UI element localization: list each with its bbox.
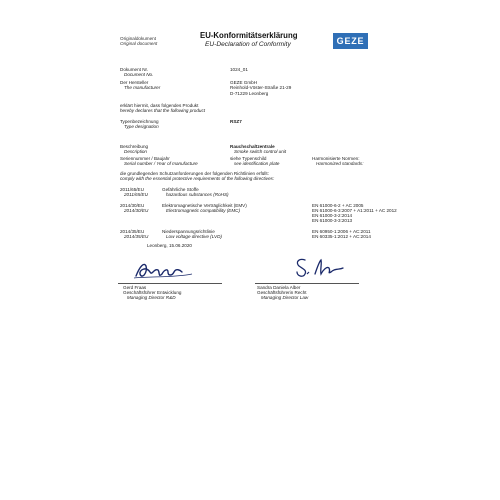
signatory-1-name: Gerd Fraas xyxy=(123,285,147,290)
directive-2-standard-1: EN 61000-6-2 + AC 2005 xyxy=(312,203,364,208)
serial-value-en: see identification plate xyxy=(234,161,280,166)
directive-2-name-en: Electromagnetic compatibility (EMC) xyxy=(166,208,241,213)
directive-1-code-en: 2011/65/EU xyxy=(124,192,148,197)
signatory-2-role-en: Managing Director Law xyxy=(261,295,309,300)
place-date: Leonberg, 15.06.2020 xyxy=(147,243,192,248)
manufacturer-label: Der Hersteller xyxy=(120,80,149,85)
original-document-label: Originaldokument xyxy=(120,36,157,41)
doc-no-label-en: Document No. xyxy=(124,72,154,77)
directive-3-code-en: 2014/35/EU xyxy=(124,234,149,239)
geze-logo-text: GEZE xyxy=(336,36,365,46)
directive-3-standard-1: EN 60950-1:2006 + AC:2011 xyxy=(312,229,371,234)
type-label-en: Type designation xyxy=(124,124,159,129)
original-document-label-en: Original document xyxy=(120,41,158,46)
serial-value: siehe Typenschild xyxy=(230,156,267,161)
directives-intro-en: comply with the essential protective requirements of the following directives: xyxy=(120,176,275,181)
directive-2-standard-3: EN 61000-3-2:2014 xyxy=(312,213,353,218)
standards-header: Harmonisierte Normen: xyxy=(312,156,360,161)
directive-3-code: 2014/35/EU xyxy=(120,229,145,234)
manufacturer-line-3: D-71229 Leonberg xyxy=(230,91,269,96)
signature-2 xyxy=(293,254,353,280)
directive-2-name: Elektromagnetische Verträglichkeit (EMV) xyxy=(162,203,247,208)
description-label-en: Description xyxy=(124,149,147,154)
signatory-2-role: Geschäftsführerin Recht xyxy=(257,290,307,295)
signature-line-1 xyxy=(118,283,222,284)
signature-1 xyxy=(132,256,202,282)
description-label: Beschreibung xyxy=(120,144,149,149)
signature-line-2 xyxy=(255,283,359,284)
geze-logo xyxy=(333,33,368,49)
directive-1-code: 2011/65/EU xyxy=(120,187,144,192)
standards-header-en: Harmonized standards: xyxy=(316,161,364,166)
signatory-1-role-en: Managing Director R&D xyxy=(127,295,176,300)
type-value: RSZ7 xyxy=(230,119,242,124)
document-title: EU-Konformitätserklärung xyxy=(200,31,298,40)
description-value-en: Smoke switch control unit xyxy=(234,149,287,154)
serial-label: Seriennummer / Baujahr xyxy=(120,156,170,161)
manufacturer-label-en: The manufacturer xyxy=(124,85,161,90)
type-label: Typenbezeichnung xyxy=(120,119,159,124)
directive-1-name-en: hazardous substances (RoHS) xyxy=(166,192,229,197)
directives-intro: die grundlegenden Schutzanforderungen der folgenden Richtlinien erfüllt: xyxy=(120,171,269,176)
declares-text: erklärt hiermit, dass folgendes Produkt xyxy=(120,103,199,108)
signatory-1-role: Geschäftsführer Entwicklung xyxy=(123,290,182,295)
description-value: Rauchschaltzentrale xyxy=(230,144,275,149)
manufacturer-line-1: GEZE GmbH xyxy=(230,80,258,85)
directive-2-code: 2014/30/EU xyxy=(120,203,145,208)
directive-2-standard-2: EN 61000-6-3:2007 + A1:2011 + AC 2012 xyxy=(312,208,397,213)
declares-text-en: hereby declares that the following product xyxy=(120,108,206,113)
directive-2-standard-4: EN 61000-3-3:2013 xyxy=(312,218,353,223)
directive-2-code-en: 2014/30/EU xyxy=(124,208,149,213)
serial-label-en: Serial number / Year of manufacture xyxy=(124,161,198,166)
doc-no-value: 1024_01 xyxy=(230,67,248,72)
signatory-2-name: Sandra Daniela Alber xyxy=(257,285,301,290)
directive-3-standard-2: EN 60335-1:2012 + AC:2014 xyxy=(312,234,371,239)
doc-no-label: Dokument Nr. xyxy=(120,67,149,72)
directive-3-name-en: Low voltage directive (LVD) xyxy=(166,234,222,239)
document-title-en: EU-Declaration of Conformity xyxy=(205,41,291,48)
directive-3-name: Niederspannungsrichtlinie xyxy=(162,229,215,234)
directive-1-name: Gefährliche Stoffe xyxy=(162,187,199,192)
manufacturer-line-2: Reinhold-Vöster-Straße 21-29 xyxy=(230,85,292,90)
